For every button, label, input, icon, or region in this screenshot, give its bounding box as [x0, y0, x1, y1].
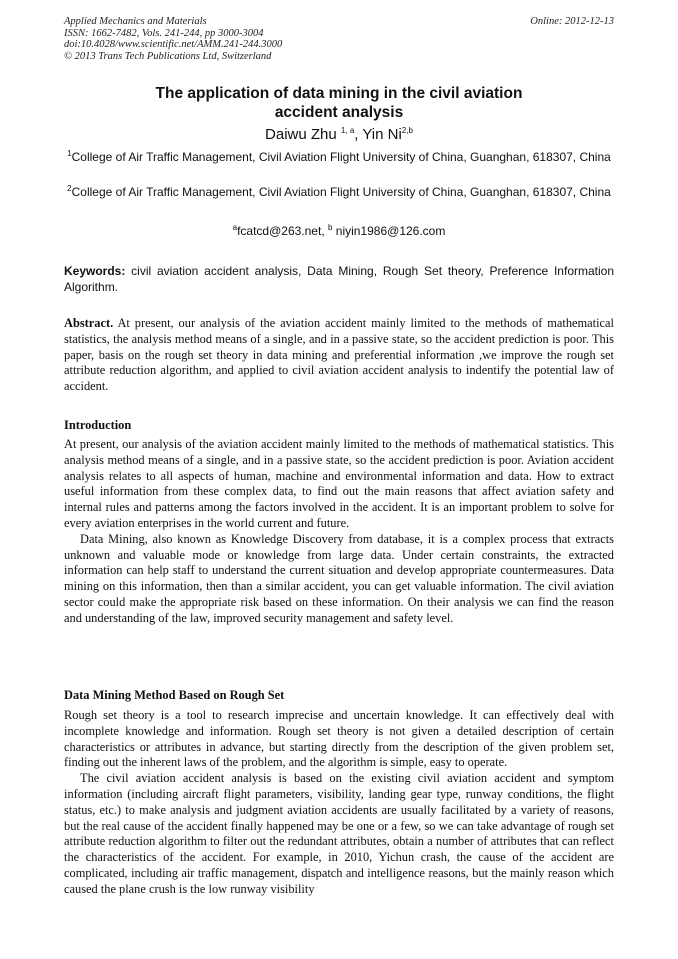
introduction-paragraph-1: At present, our analysis of the aviation accident mainly limited to the methods of mathematical statistics. This analysis method means of a single, and in a passive state, so the accident prediction is poor. Aviation accident analysis relates to all aspects of human, machine and environmental information and data. How to extract useful information from these complex data, to find out the main reasons that affect aviation safety and internal rules and patterns among the factors involved in the accident. It is an important problem to solve for every aviation enterprises in the world current and future.: [64, 437, 614, 530]
affiliation-2-text: College of Air Traffic Management, Civil Aviation Flight University of China, Guanghan, 618307, China: [71, 185, 611, 199]
issn-line: ISSN: 1662-7482, Vols. 241-244, pp 3000-3004: [64, 27, 264, 39]
affiliation-1: [64, 150, 614, 166]
email-line: [64, 224, 614, 239]
abstract-text: At present, our analysis of the aviation accident mainly limited to the methods of mathematical statistics, the analysis method means of a single, and in a passive state, so the accident prediction is poor. This paper, basis on the rough set theory in data mining and preferential information ,we improve the rough set attribute reduction algorithm, and applied to civil aviation accident analysis to indentify the potential law of accident.: [64, 316, 614, 394]
rough-set-paragraph-1: Rough set theory is a tool to research imprecise and uncertain knowledge. It can effectively deal with incomplete knowledge and information. Rough set theory is not given a detailed description of certain characteristics or attributes in advance, but starting directly from the description of the given problem set, finding out the inherent laws of the problem, and the algorithm is simple, easy to operate.: [64, 708, 614, 770]
affiliation-2-marker: 2: [67, 184, 72, 193]
author-2: Yin Ni: [362, 126, 402, 143]
email-b[interactable]: niyin1986@126.com: [332, 224, 446, 238]
abstract: [64, 316, 614, 395]
author-1-marker: 1, a: [340, 126, 355, 135]
doi-line: doi:10.4028/www.scientific.net/AMM.241-244.3000: [64, 39, 283, 50]
affiliation-1-text: College of Air Traffic Management, Civil Aviation Flight University of China, Guanghan, 618307, China: [71, 150, 611, 164]
affiliation-2: [64, 185, 614, 201]
author-1: Daiwu Zhu: [265, 126, 341, 143]
rough-set-paragraph-2: The civil aviation accident analysis is based on the existing civil aviation accident and symptom information (including aircraft flight parameters, visibility, landing gear type, runway conditions, the flight status, etc.) to make analysis and judgment aviation accidents are usually facilitated by a variety of reasons, but the real cause of the accident finally happened may be one or a few, so we can take advantage of rough set attribute reduction algorithm to filter out the redundant attributes, obtain a number of attributes that can reflect the characteristics of the accident. For example, in 2010, Yichun crash, the cause of the accident are complicated, including air traffic management, dispatch and intelligence reasons, but the mainly reason which caused the plane crush is the low runway visibility: [64, 771, 614, 896]
author-2-marker: 2,b: [401, 126, 413, 135]
keywords-text: civil aviation accident analysis, Data Mining, Rough Set theory, Preference Information Algorithm.: [64, 264, 614, 294]
title-line-1: The application of data mining in the civil aviation: [155, 85, 523, 102]
title-line-2: accident analysis: [274, 104, 404, 121]
introduction-paragraph-2: Data Mining, also known as Knowledge Discovery from database, it is a complex process that extracts unknown and valuable mode or knowledge from large data. Under certain constraints, the extracted information can help staff to understand the current situation and develop appropriate countermeasures. Data mining on this information, then than a similar accident, you can get valuable information. The civil aviation sector could make the appropriate risk based on these information. On their analysis we can find the reason and understanding of the law, improved security management and safety level.: [64, 531, 614, 625]
introduction-heading: Introduction: [64, 418, 132, 432]
email-a-marker: a: [232, 223, 238, 232]
email-b-marker: b: [327, 223, 333, 232]
abstract-label: Abstract.: [64, 316, 114, 330]
journal-header: [64, 16, 282, 62]
section-rough-set-body: [64, 708, 614, 898]
paper-title: [64, 84, 614, 122]
author-line: [64, 126, 614, 144]
author-separator: ,: [354, 126, 363, 143]
online-date: Online: 2012-12-13: [530, 16, 614, 27]
copyright-line: © 2013 Trans Tech Publications Ltd, Switzerland: [64, 50, 272, 62]
journal-name: Applied Mechanics and Materials: [64, 16, 207, 27]
keywords: [64, 264, 614, 295]
introduction-body: [64, 437, 614, 627]
email-a[interactable]: fcatcd@263.net,: [237, 224, 328, 238]
section-heading-rough-set: Data Mining Method Based on Rough Set: [64, 688, 285, 702]
affiliation-1-marker: 1: [67, 149, 72, 158]
keywords-label: Keywords:: [64, 264, 126, 278]
